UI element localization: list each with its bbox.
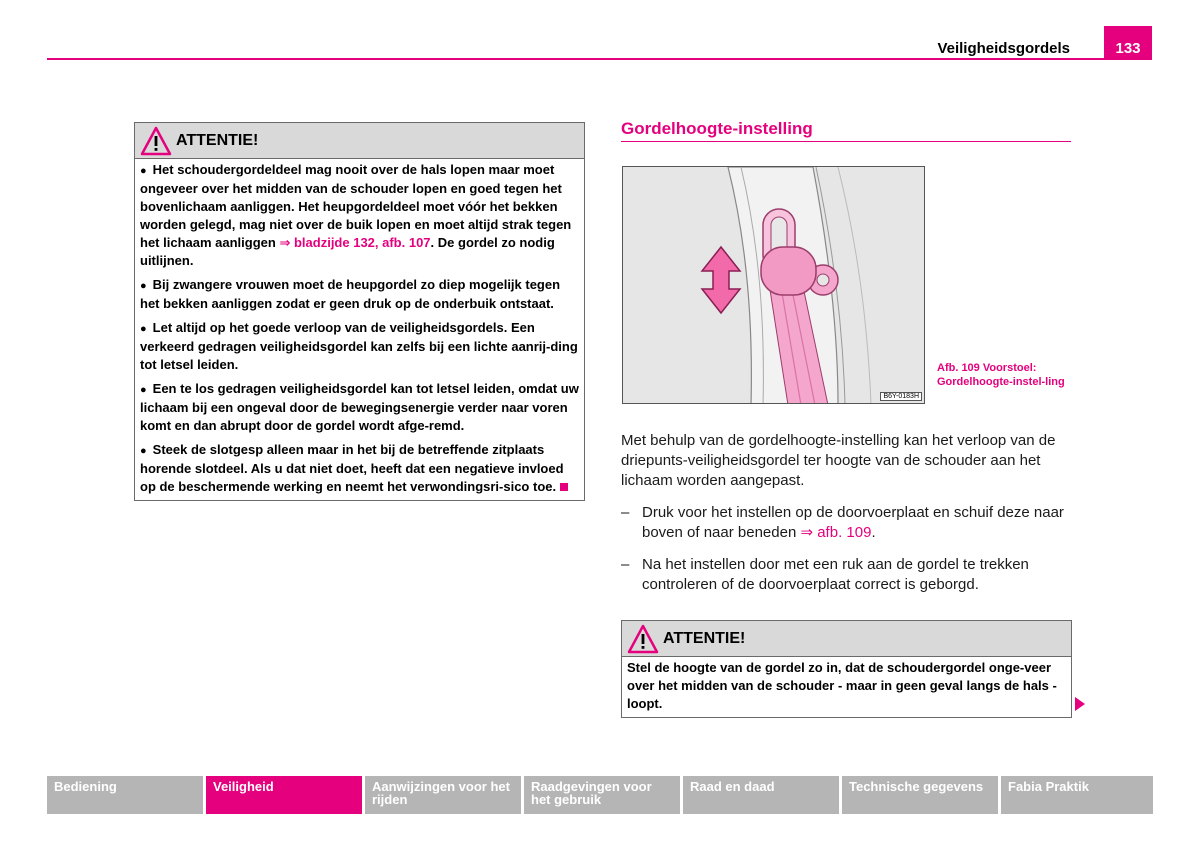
tab-aanwijzingen[interactable]: Aanwijzingen voor het rijden	[365, 776, 524, 814]
figure-code: B6Y-0183H	[880, 392, 922, 401]
warning-item: ● Bij zwangere vrouwen moet de heupgordel zo diep mogelijk tegen het bekken aanliggen zodat er geen druk op de onderbuik ontstaat.	[140, 277, 561, 311]
step-dash: –	[621, 556, 630, 573]
bullet-icon: ●	[140, 165, 147, 177]
step-item: – Druk voor het instellen op de doorvoerplaat en schuif deze naar boven of naar beneden ⇒ afb. 109.	[621, 504, 1064, 541]
warning-item: ● Steek de slotgesp alleen maar in het bij de betreffende zitplaats horende slotdeel. Als u dat niet doet, heeft dat een negatieve invloed op de beschermende werking en neemt het verwondingsri-sico toe.	[140, 441, 579, 496]
warning-header	[622, 621, 1071, 657]
warning-item: ● Het schoudergordeldeel mag nooit over de hals lopen maar moet ongeveer over het midden van de schouder lopen en goed tegen het bovenlichaam aanliggen. Het heupgordeldeel moet vóór het bekken worden gelegd, mag niet over de buik lopen en moet altijd strak tegen het lichaam aanliggen ⇒ bladzijde 132, afb. 107. De gordel zo nodig uitlijnen.	[140, 162, 572, 268]
header-divider	[47, 58, 1152, 60]
tab-raad-en-daad[interactable]: Raad en daad	[683, 776, 842, 814]
warning-header	[135, 123, 584, 159]
warning-item: ● Een te los gedragen veiligheidsgordel kan tot letsel leiden, omdat uw lichaam bij een ongeval door de bewegingsenergie verder naar voren komt en dan abrupt door de gordel wordt afge-remd.	[140, 381, 579, 433]
tab-fabia-praktik[interactable]: Fabia Praktik	[1001, 776, 1153, 814]
warning-title: ATTENTIE!	[176, 132, 259, 149]
warning-body	[135, 159, 584, 500]
figure-link-arrow: ⇒	[800, 524, 814, 541]
figure-link[interactable]: afb. 109	[817, 524, 872, 541]
end-marker-icon	[560, 483, 568, 491]
warning-box-right	[621, 620, 1072, 718]
warning-body: Stel de hoogte van de gordel zo in, dat de schoudergordel onge-veer over het midden van de schouder - maar in geen geval langs de hals - loopt.	[627, 660, 1057, 711]
section-divider	[621, 141, 1071, 142]
header-title: Veiligheidsgordels	[937, 40, 1070, 57]
warning-triangle-icon	[627, 624, 659, 654]
tab-technische-gegevens[interactable]: Technische gegevens	[842, 776, 1001, 814]
belt-adjuster-illustration	[623, 167, 925, 404]
warning-triangle-icon	[140, 126, 172, 156]
intro-paragraph: Met behulp van de gordelhoogte-instelling kan het verloop van de driepunts-veiligheidsgordel ter hoogte van de schouder aan het lichaam worden aangepast.	[621, 432, 1056, 489]
page-link-arrow: ⇒	[279, 235, 291, 250]
warning-item: ● Let altijd op het goede verloop van de veiligheidsgordels. Een verkeerd gedragen veiligheidsgordel kan zelfs bij een lichte aanrij-ding tot letsel leiden.	[140, 320, 578, 372]
tab-raadgevingen[interactable]: Raadgevingen voor het gebruik	[524, 776, 683, 814]
warning-title: ATTENTIE!	[663, 630, 746, 647]
warning-box-left	[134, 122, 585, 501]
bullet-icon: ●	[140, 384, 147, 396]
section-title: Gordelhoogte-instelling	[621, 119, 813, 138]
step-item: – Na het instellen door met een ruk aan de gordel te trekken controleren of de doorvoerplaat correct is geborgd.	[621, 556, 1029, 593]
tab-veiligheid[interactable]: Veiligheid	[206, 776, 365, 814]
page-number: 133	[1104, 26, 1152, 59]
bullet-icon: ●	[140, 280, 147, 292]
bullet-icon: ●	[140, 323, 147, 335]
tab-bediening[interactable]: Bediening	[47, 776, 206, 814]
figure-belt-height-adjuster	[622, 166, 925, 404]
footer-nav	[47, 776, 1153, 814]
next-page-arrow-icon[interactable]	[1075, 697, 1085, 711]
step-dash: –	[621, 504, 630, 521]
page-link[interactable]: bladzijde 132, afb. 107	[293, 235, 431, 250]
bullet-icon: ●	[140, 445, 147, 457]
figure-caption: Afb. 109 Voorstoel: Gordelhoogte-instel-ling	[937, 362, 1065, 388]
